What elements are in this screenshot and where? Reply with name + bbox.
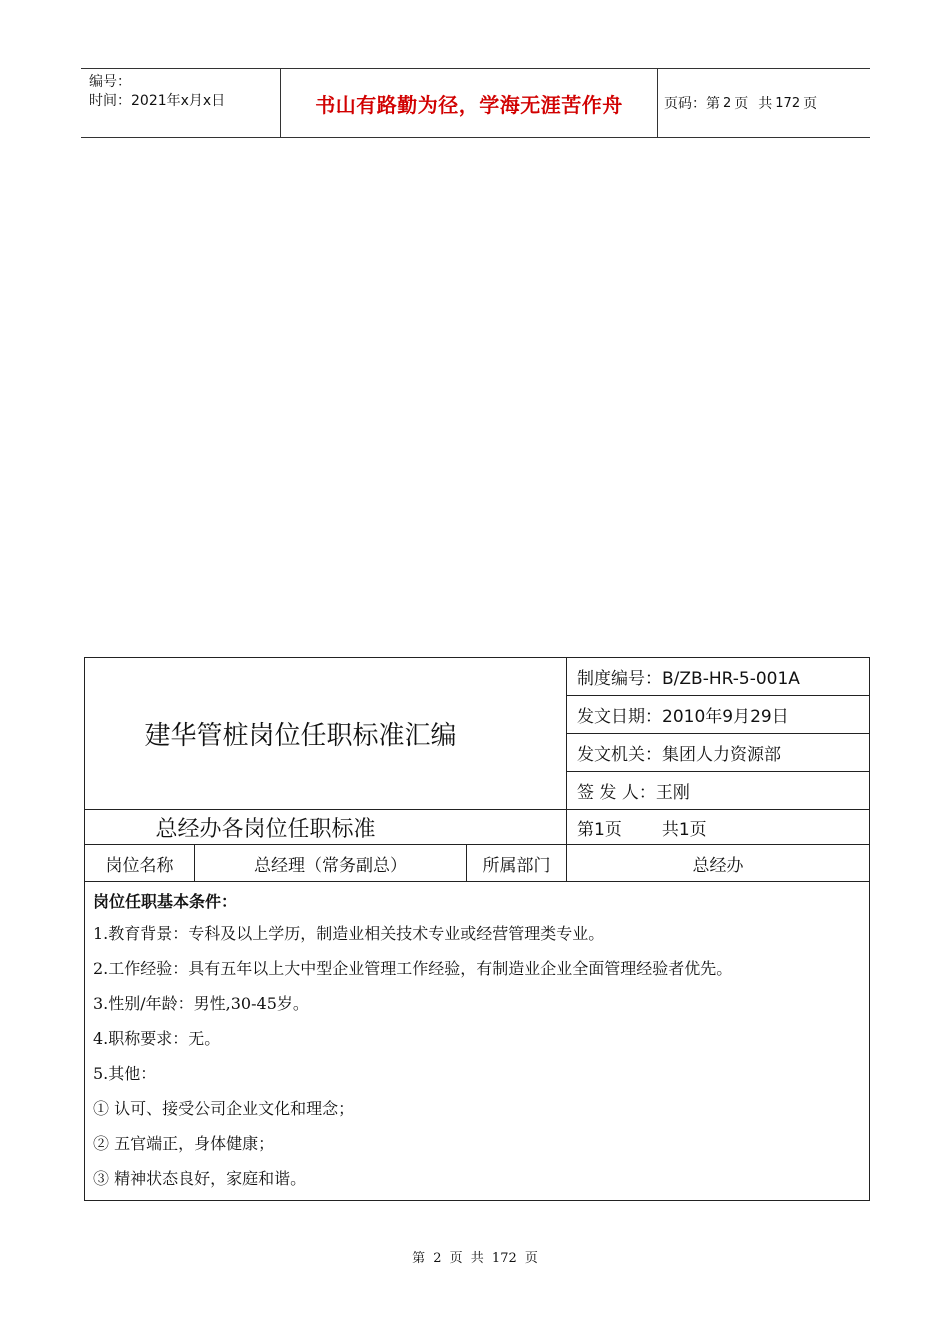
page-footer: 第 2 页 共 172 页 bbox=[412, 1251, 538, 1266]
section-page: 第1页 bbox=[577, 819, 622, 840]
condition-item: ② 五官端正，身体健康； bbox=[93, 1134, 275, 1153]
condition-item: 1.教育背景：专科及以上学历，制造业相关技术专业或经营管理类专业。 bbox=[93, 924, 605, 943]
conditions-heading: 岗位任职基本条件： bbox=[93, 892, 238, 911]
condition-item: ③ 精神状态良好，家庭和谐。 bbox=[93, 1169, 307, 1188]
department-label: 所属部门 bbox=[467, 845, 567, 882]
condition-item: 3.性别/年龄：男性,30-45岁。 bbox=[93, 994, 309, 1013]
header-page-label: 页码：第 bbox=[664, 96, 720, 112]
section-page-count bbox=[567, 810, 870, 845]
position-label: 岗位名称 bbox=[85, 845, 195, 882]
header-page-info bbox=[658, 69, 870, 137]
header-page-unit: 页 bbox=[734, 96, 749, 112]
meta-signer: 签 发 人：王刚 bbox=[567, 772, 870, 810]
header-number-label: 编号： bbox=[89, 74, 131, 90]
header-motto: 书山有路勤为径，学海无涯苦作舟 bbox=[281, 69, 658, 137]
department-value: 总经办 bbox=[567, 845, 870, 882]
header-page-total: 172 bbox=[775, 95, 801, 111]
section-total: 共1页 bbox=[661, 819, 707, 840]
position-value: 总经理（常务副总） bbox=[195, 845, 467, 882]
header-time-label: 时间：2021年x月x日 bbox=[89, 93, 226, 109]
document-title: 建华管桩岗位任职标准汇编 bbox=[85, 658, 567, 810]
header-page-current: 2 bbox=[723, 95, 732, 111]
condition-item: 4.职称要求：无。 bbox=[93, 1029, 221, 1048]
meta-issue-date: 发文日期：2010年9月29日 bbox=[567, 696, 870, 734]
condition-item: 5.其他： bbox=[93, 1064, 157, 1083]
header-page-total-unit: 页 bbox=[803, 96, 818, 112]
page-header bbox=[81, 68, 870, 138]
header-page-total-prefix: 共 bbox=[758, 96, 773, 112]
section-title: 总经办各岗位任职标准 bbox=[85, 810, 567, 845]
conditions-cell bbox=[85, 882, 870, 1201]
condition-item: 2.工作经验：具有五年以上大中型企业管理工作经验，有制造业企业全面管理经验者优先。 bbox=[93, 959, 733, 978]
condition-item: ① 认可、接受公司企业文化和理念； bbox=[93, 1099, 355, 1118]
standards-table bbox=[84, 657, 870, 1201]
header-info bbox=[81, 69, 281, 137]
meta-doc-number: 制度编号：B/ZB-HR-5-001A bbox=[567, 658, 870, 696]
meta-issuing-body: 发文机关：集团人力资源部 bbox=[567, 734, 870, 772]
